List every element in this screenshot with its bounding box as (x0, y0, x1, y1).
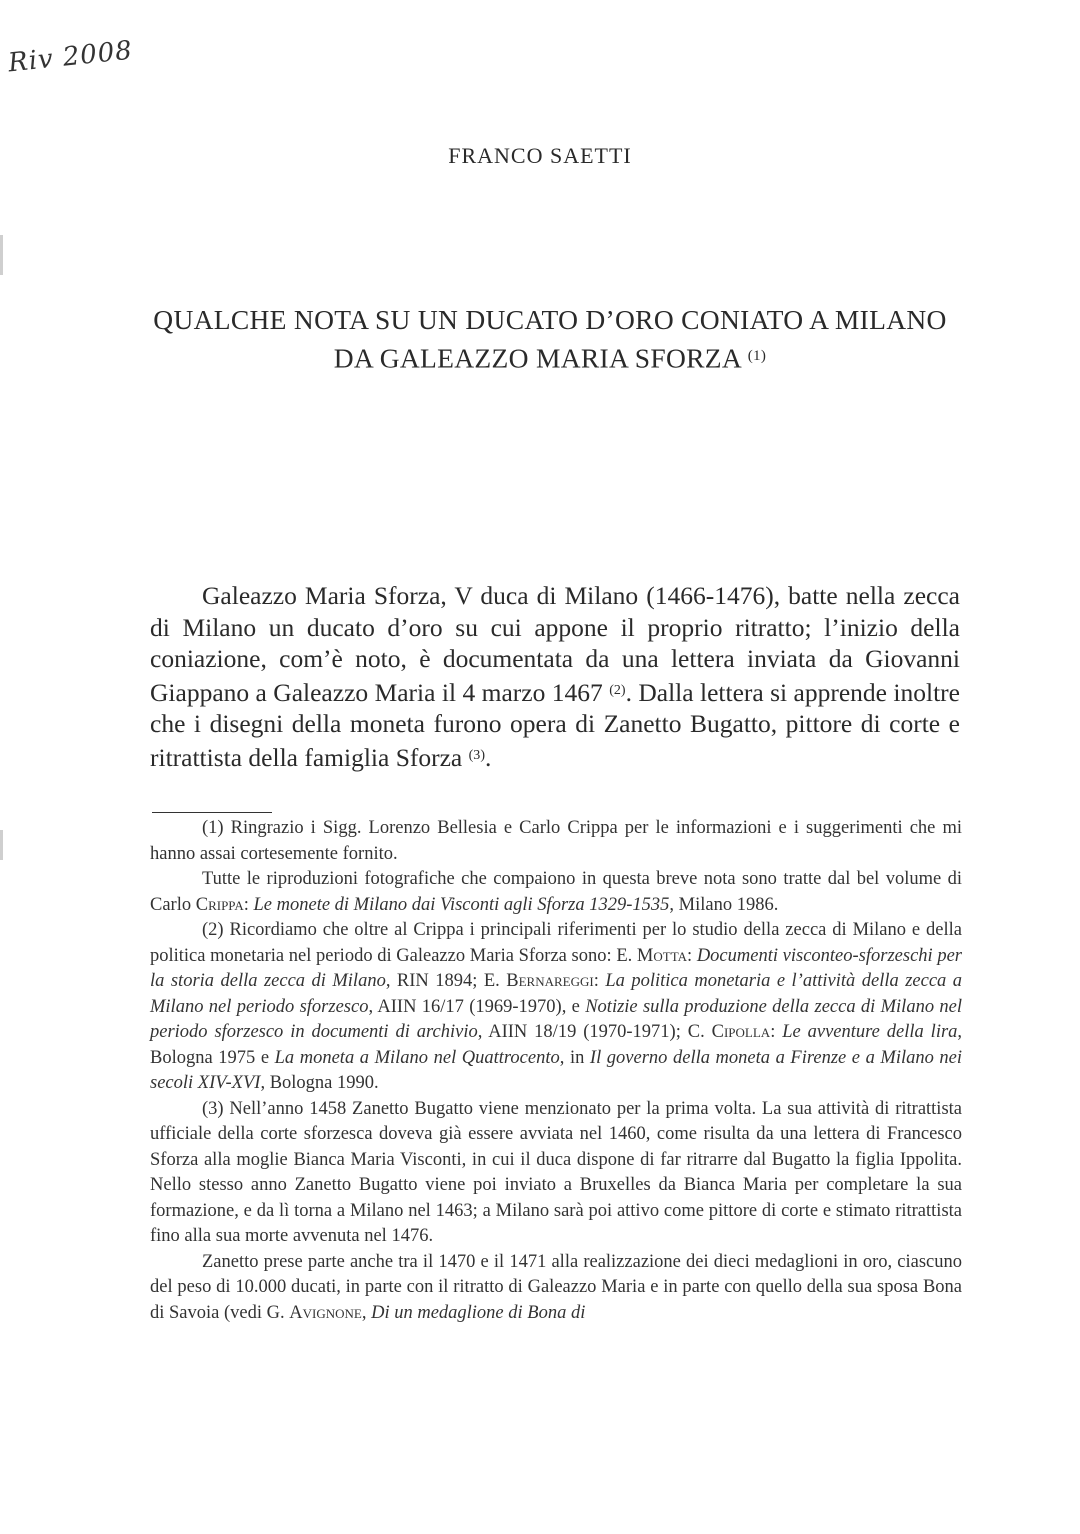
cited-author: Bernareggi (506, 971, 594, 991)
cited-author: Avignone (289, 1302, 362, 1323)
scan-artifact-mark (0, 830, 3, 860)
cited-author: Crippa (195, 894, 244, 915)
article-title (100, 302, 1000, 377)
author-name: FRANCO SAETTI (448, 143, 632, 168)
title-line-2 (100, 338, 1000, 377)
footnote-1-continued (150, 867, 962, 918)
footnote-text: , AIIN 16/17 (1969-1970), e (368, 996, 586, 1017)
cited-author: Motta (636, 945, 687, 966)
footnote-text: Tutte le riproduzioni fotografiche che compaiono in questa breve nota sono tratte dal bel volume di Carlo (150, 869, 962, 915)
paragraph-text: . (484, 742, 492, 772)
footnote-text: , (361, 1302, 372, 1323)
footnote-text: , Bologna 1990. (260, 1073, 379, 1093)
footnote-ref-3: (3) (468, 747, 485, 763)
footnote-text: , Milano 1986. (669, 894, 779, 915)
footnote-1: (1) Ringrazio i Sigg. Lorenzo Bellesia e Carlo Crippa per le informazioni e i suggerimenti che mi hanno assai cortesemente fornito. (150, 818, 962, 864)
title-line-2-text: DA GALEAZZO MARIA SFORZA (333, 342, 741, 374)
footnote-text: : (243, 894, 254, 915)
footnote-text: : (687, 945, 697, 966)
footnote-ref-2: (2) (609, 682, 626, 698)
footnote-separator-rule (152, 812, 272, 813)
cited-title: Notizie sulla produzione della zecca di Milano nel periodo sforzesco in documenti di archivio (150, 996, 963, 1042)
cited-title: La moneta a Milano nel Quattrocento (274, 1047, 560, 1068)
cited-title: Di un medaglione di Bona di (371, 1302, 586, 1323)
footnote-3: (3) Nell’anno 1458 Zanetto Bugatto viene menzionato per la prima volta. La sua attività di ritrattista ufficiale della corte sforzesca doveva già essere avviata nel 1460, come risulta da una lettera di Francesco Sforza alla moglie Bianca Maria Visconti, in cui il duca dispone di far ritrarre dal Bugatto la figlia Ippolita. Nello stesso anno Zanetto Bugatto viene poi inviato a Bruxelles da Bianca Maria per completare la sua formazione, e da lì torna a Milano nel 1463; a Milano sarà poi attivo come pittore di corte e stimato ritrattista fino alla sua morte avvenuta nel 1476. (150, 1098, 962, 1246)
footnote-text: , RIN 1894; E. (385, 971, 507, 991)
footnotes (150, 816, 962, 1326)
footnote-text: Zanetto prese parte anche tra il 1470 e il 1471 alla realizzazione dei dieci medaglioni in oro, ciascuno del peso di 10.000 ducati, in parte con il ritratto di Galeazzo Maria e in parte con quello della sua sposa Bona di Savoia (vedi G. (150, 1251, 962, 1323)
footnote-ref-1: (1) (747, 348, 767, 364)
paragraph-1 (150, 580, 960, 773)
cited-author: Cipolla (711, 1022, 771, 1042)
footnote-2 (150, 918, 962, 1097)
scan-artifact-mark (0, 235, 3, 275)
footnote-text: : (770, 1022, 783, 1042)
footnote-3-continued (150, 1250, 962, 1327)
footnote-text: , Bologna 1975 e (150, 1022, 963, 1068)
handwritten-margin-note: Riv 2008 (6, 35, 135, 79)
title-line-1: QUALCHE NOTA SU UN DUCATO D’ORO CONIATO A MILANO (153, 304, 947, 335)
cited-title: Le monete di Milano dai Visconti agli Sforza 1329-1535 (253, 894, 670, 915)
paragraph-text: . Dalla lettera si apprende inoltre che i disegni della moneta furono opera di Zanetto Bugatto, pittore di corte e ritrattista della famiglia Sforza (150, 677, 960, 772)
footnote-text: , AIIN 18/19 (1970-1971); C. (477, 1022, 712, 1042)
footnote-text: : (593, 971, 606, 991)
cited-title: Il governo della moneta a Firenze e a Milano nei secoli XIV-XVI (150, 1047, 963, 1093)
main-paragraph (150, 580, 960, 773)
cited-title: Le avventure della lira (782, 1022, 958, 1042)
footnote-text: , in (559, 1047, 590, 1068)
footnote-text: (2) Ricordiamo che oltre al Crippa i principali riferimenti per lo studio della zecca di Milano e della politica monetaria nel periodo di Galeazzo Maria Sforza sono: E. (150, 920, 962, 966)
cited-title: Documenti visconteo-sforzeschi per la storia della zecca di Milano (150, 945, 963, 991)
paragraph-text: Galeazzo Maria Sforza, V duca di Milano (1466-1476), batte nella zecca di Milano un ducato d’oro su cui appone il proprio ritratto; l’inizio della coniazione, com’è noto, è documentata da una lettera inviata da Giovanni Giappano a Galeazzo Maria il 4 marzo 1467 (150, 581, 960, 707)
cited-title: La politica monetaria e l’attività della zecca a Milano nel periodo sforzesco (150, 971, 962, 1017)
